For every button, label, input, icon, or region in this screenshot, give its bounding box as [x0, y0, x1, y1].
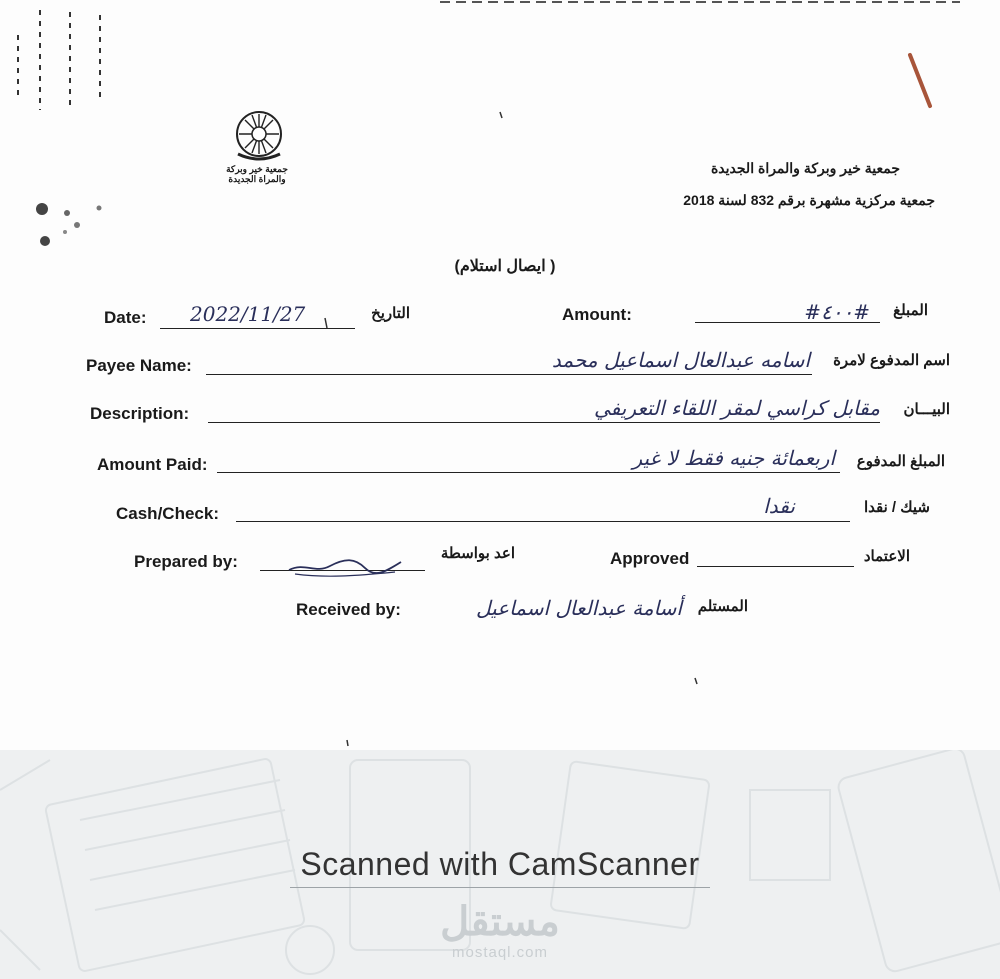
- date-label: Date:: [104, 308, 147, 327]
- payee-name-label: Payee Name:: [86, 356, 192, 375]
- description-value: مقابل كراسي لمقر اللقاء التعريفي: [593, 396, 880, 420]
- organization-registration: جمعية مركزية مشهرة برقم 832 لسنة 2018: [683, 192, 935, 208]
- date-label-ar: التاريخ: [371, 305, 410, 322]
- prepared-by-label: Prepared by:: [134, 552, 238, 571]
- cash-check-value: نقدا: [763, 494, 795, 518]
- description-label: Description:: [90, 404, 190, 423]
- cash-check-label: Cash/Check:: [116, 504, 219, 523]
- amount-paid-value: اربعمائة جنيه فقط لا غير: [632, 446, 835, 470]
- mostaql-watermark: [0, 900, 1000, 961]
- received-by-value: أسامة عبدالعال اسماعيل: [475, 596, 682, 620]
- received-by-label-ar: المستلم: [697, 598, 748, 615]
- scanner-footer: [0, 750, 1000, 979]
- payee-name-label-ar: اسم المدفوع لامرة: [833, 352, 950, 369]
- prepared-by-label-ar: اعد بواسطة: [440, 545, 515, 562]
- watermark-url: mostaql.com: [451, 944, 549, 961]
- organization-name: جمعية خير وبركة والمراة الجديدة: [710, 160, 900, 176]
- amount-value: #٤٠٠#: [804, 300, 870, 324]
- amount-paid-label-ar: المبلغ المدفوع: [856, 453, 945, 470]
- date-value: 2022/11/27: [190, 302, 306, 326]
- amount-label: Amount:: [562, 305, 632, 324]
- received-by-label: Received by:: [296, 600, 401, 619]
- logo-caption: جمعية خير وبركة والمراة الجديدة: [226, 164, 288, 184]
- caption-divider: [290, 887, 710, 888]
- approved-label-ar: الاعتماد: [863, 548, 910, 565]
- amount-label-ar: المبلغ: [893, 302, 928, 319]
- cash-check-label-ar: شيك / نقدا: [863, 499, 930, 516]
- description-label-ar: البيـــان: [903, 401, 950, 418]
- watermark-arabic: مستقل: [440, 900, 560, 944]
- receipt-title: (ايصال استلام ): [454, 258, 556, 275]
- amount-paid-label: Amount Paid:: [97, 455, 208, 474]
- camscanner-caption: Scanned with CamScanner: [300, 846, 700, 882]
- payee-name-value: اسامه عبدالعال اسماعيل محمد: [551, 348, 810, 372]
- approved-label: Approved: [610, 549, 690, 568]
